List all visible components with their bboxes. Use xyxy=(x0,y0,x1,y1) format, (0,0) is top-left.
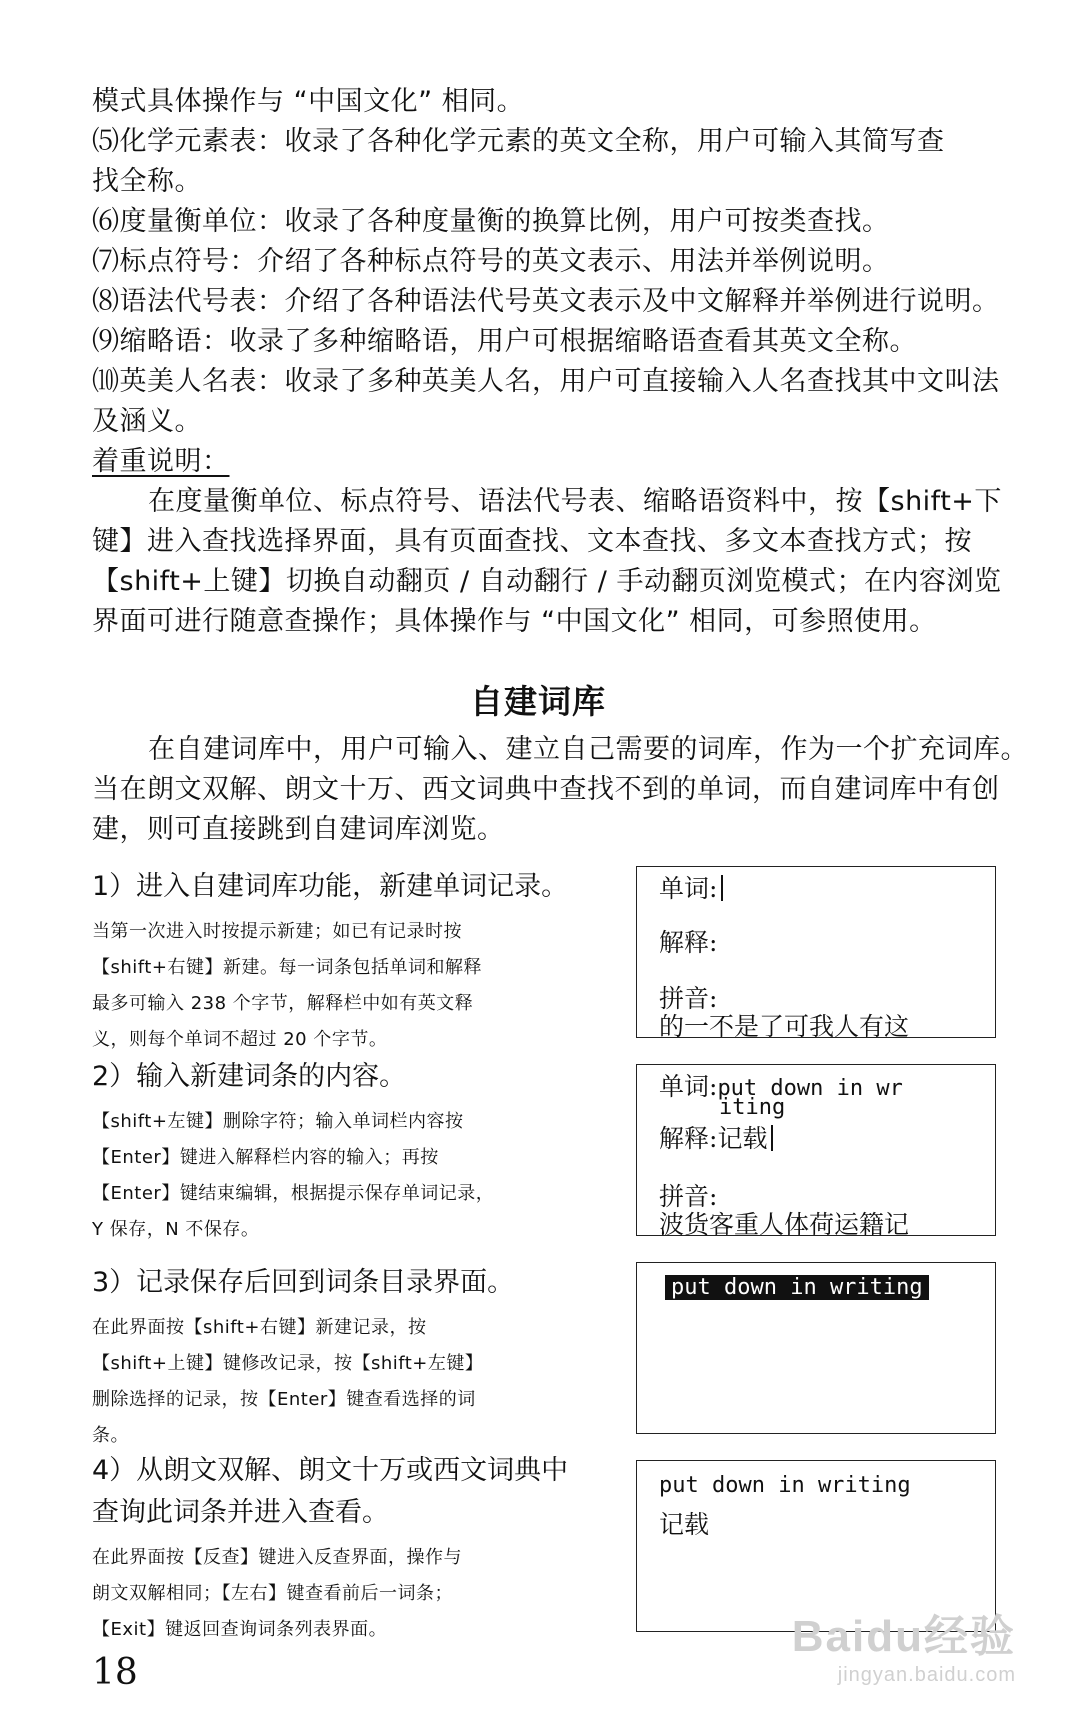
step-body-line: 【Exit】键返回查询词条列表界面。 xyxy=(92,1619,388,1640)
section-line: 建，则可直接跳到自建词库浏览。 xyxy=(92,814,505,845)
explain-row xyxy=(659,1119,773,1155)
word-value-wrap: iting xyxy=(719,1095,786,1120)
intro-line: ⑸化学元素表：收录了各种化学元素的英文全称，用户可输入其简写查 xyxy=(92,126,945,157)
intro-line: ⑻语法代号表：介绍了各种语法代号英文表示及中文解释并举例进行说明。 xyxy=(92,286,1000,317)
text-cursor xyxy=(771,1125,773,1151)
step-body xyxy=(92,1310,612,1454)
text-cursor xyxy=(721,875,723,901)
step-body-line: 在此界面按【反查】键进入反查界面，操作与 xyxy=(92,1547,462,1568)
selected-entry[interactable]: put down in writing xyxy=(665,1275,929,1300)
watermark xyxy=(792,1600,1016,1687)
explain-label: 解释: xyxy=(659,1124,718,1153)
intro-line: 及涵义。 xyxy=(92,406,202,437)
step-body-line: 最多可输入 238 个字节，解释栏中如有英文释 xyxy=(92,993,474,1014)
word-label: 单词: xyxy=(659,874,718,903)
note-heading: 着重说明： xyxy=(92,446,230,477)
word-value: put down in wr xyxy=(717,1076,903,1101)
step-body-line: 条。 xyxy=(92,1425,129,1446)
section-title: 自建词库 xyxy=(470,682,606,721)
step-body-line: 删除选择的记录，按【Enter】键查看选择的词 xyxy=(92,1389,476,1410)
step-2 xyxy=(92,1056,612,1248)
explain-value: 记载 xyxy=(717,1124,768,1153)
device-screen-edit-entry xyxy=(636,1064,996,1239)
note-block xyxy=(92,442,1002,642)
step-body-line: 当第一次进入时按提示新建；如已有记录时按 xyxy=(92,921,462,942)
explain-label: 解释: xyxy=(659,928,718,957)
step-body-line: 义，则每个单词不超过 20 个字节。 xyxy=(92,1029,388,1050)
step-heading-cont: 查询此词条并进入查看。 xyxy=(92,1497,389,1528)
note-line: 键】进入查找选择界面，具有页面查找、文本查找、多文本查找方式；按 xyxy=(92,526,972,557)
step-body-line: 【Enter】键进入解释栏内容的输入；再按 xyxy=(92,1147,439,1168)
section-line: 在自建词库中，用户可输入、建立自己需要的词库，作为一个扩充词库。 xyxy=(148,734,1028,765)
pinyin-label: 拼音: xyxy=(659,1182,718,1211)
step-body xyxy=(92,1540,612,1648)
note-line: 在度量衡单位、标点符号、语法代号表、缩略语资料中，按【shift+下 xyxy=(148,486,1002,517)
step-body-line: 朗文双解相同；【左右】键查看前后一词条； xyxy=(92,1583,453,1604)
intro-line: ⑹度量衡单位：收录了各种度量衡的换算比例，用户可按类查找。 xyxy=(92,206,890,237)
step-heading: 2）输入新建词条的内容。 xyxy=(92,1061,407,1092)
intro-line: 找全称。 xyxy=(92,166,202,197)
step-body xyxy=(92,1104,612,1248)
step-heading: 3）记录保存后回到词条目录界面。 xyxy=(92,1267,515,1298)
step-4 xyxy=(92,1450,612,1648)
step-body xyxy=(92,914,612,1058)
page-number: 18 xyxy=(92,1652,138,1693)
entry-meaning: 记载 xyxy=(659,1510,710,1539)
intro-list xyxy=(92,82,1002,442)
watermark-brand: Baidu经验 xyxy=(791,1612,1016,1661)
step-heading: 4）从朗文双解、朗文十万或西文词典中 xyxy=(92,1455,569,1486)
word-label: 单词: xyxy=(659,1072,718,1101)
intro-line: ⑺标点符号：介绍了各种标点符号的英文表示、用法并举例说明。 xyxy=(92,246,890,277)
intro-line: ⑽英美人名表：收录了多种英美人名，用户可直接输入人名查找其中文叫法 xyxy=(92,366,1000,397)
entry-word: put down in writing xyxy=(659,1473,911,1498)
step-body-line: Y 保存，N 不保存。 xyxy=(92,1219,260,1240)
list-item-selected[interactable] xyxy=(665,1275,929,1300)
device-screen-entry-list xyxy=(636,1262,996,1434)
candidate-chars: 波货客重人体荷运籍记 xyxy=(659,1210,910,1239)
intro-line: ⑼缩略语：收录了多种缩略语，用户可根据缩略语查看其英文全称。 xyxy=(92,326,917,357)
pinyin-label: 拼音: xyxy=(659,984,718,1013)
note-line: 【shift+上键】切换自动翻页 / 自动翻行 / 手动翻页浏览模式；在内容浏览 xyxy=(92,566,1002,597)
word-row xyxy=(659,869,723,905)
step-1 xyxy=(92,866,612,1058)
intro-line: 模式具体操作与 “中国文化” 相同。 xyxy=(92,86,525,117)
step-heading: 1）进入自建词库功能，新建单词记录。 xyxy=(92,871,569,902)
device-screen-new-entry xyxy=(636,866,996,1041)
candidate-chars: 的一不是了可我人有这 xyxy=(659,1012,910,1041)
section-intro xyxy=(92,730,1028,850)
step-3 xyxy=(92,1262,612,1454)
step-body-line: 【shift+上键】键修改记录，按【shift+左键】 xyxy=(92,1353,484,1374)
step-body-line: 【shift+左键】删除字符；输入单词栏内容按 xyxy=(92,1111,464,1132)
note-line: 界面可进行随意查操作；具体操作与 “中国文化” 相同，可参照使用。 xyxy=(92,606,937,637)
step-body-line: 【shift+右键】新建。每一词条包括单词和解释 xyxy=(92,957,482,978)
step-body-line: 在此界面按【shift+右键】新建记录，按 xyxy=(92,1317,427,1338)
step-body-line: 【Enter】键结束编辑，根据提示保存单词记录， xyxy=(92,1183,495,1204)
section-line: 当在朗文双解、朗文十万、西文词典中查找不到的单词，而自建词库中有创 xyxy=(92,774,1000,805)
watermark-url: jingyan.baidu.com xyxy=(837,1664,1016,1686)
